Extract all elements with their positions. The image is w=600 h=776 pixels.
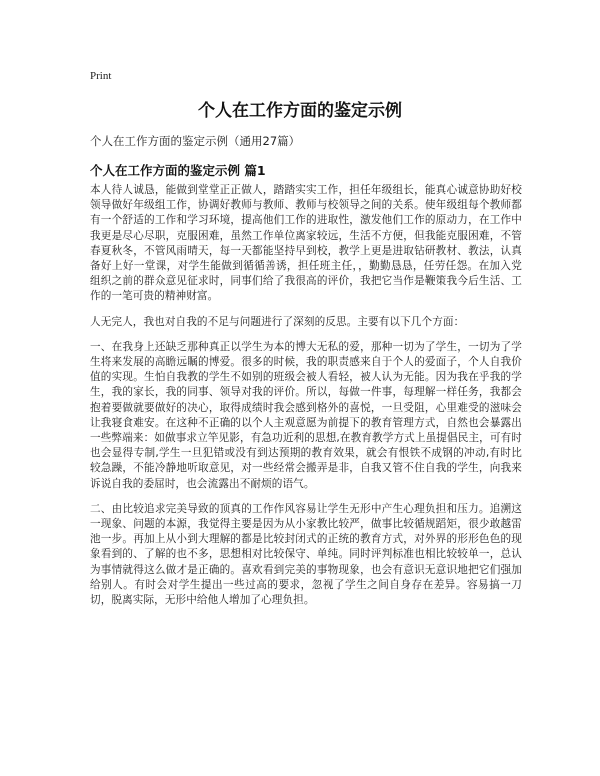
document-body <box>90 183 522 618</box>
page-title: 个人在工作方面的鉴定示例 <box>198 101 402 121</box>
paragraph-2: 人无完人，我也对自我的不足与问题进行了深刻的反思。主要有以下几个方面： <box>90 315 465 328</box>
paragraph-1: 本人待人诚恳，能做到堂堂正正做人，踏踏实实工作，担任年级组长，能真心诚意协助好校领导做好年级组工作，协调好教师与教师、教师与校领导之间的关系。使年级组每个教师都有一个舒适的工作和学习环境，提高他们工作的进取性，激发他们工作的原动力，在工作中我更是尽心尽职，克服困难，虽然工作单位离家较远，生活不方便，但我能克服困难，不管春夏秋冬，不管风雨晴天，每一天都能坚持早到校，教学上更是进取钻研教材、教法，认真备好上好一堂课，对学生能做到循循善诱，担任班主任，，勤勤恳恳，任劳任怨。在加入党组织之前的群众意见征求时，同事们给了我很高的评价，我把它当作是鞭策我今后生活、工作的一笔可贵的精神财富。 <box>90 184 522 303</box>
document-subtitle: 个人在工作方面的鉴定示例（通用27篇） <box>90 134 301 148</box>
print-link[interactable]: Print <box>90 70 112 82</box>
paragraph-3: 一、在我身上还缺乏那种真正以学生为本的博大无私的爱，那种一切为了学生，一切为了学生将来发展的高瞻远瞩的博爱。很多的时候，我的职责感来自于个人的爱面子，个人自我价值的实现。生怕自我教的学生不如别的班级会被人看轻，被人认为无能。因为我在乎我的学生，我的家长，我的同事、领导对我的评价。所以，每做一件事，每理解一样任务，我都会抱着要做就要做好的决心，取得成绩时我会感到格外的喜悦，一旦受阻，心里难受的滋味会让我寝食难安。在这种不正确的以个人主观意愿为前提下的教育管理方式，自然也会暴露出一些弊端来：如做事求立竿见影，有急功近利的思想,在教育教学方式上虽提倡民主，可有时也会显得专制,学生一旦犯错或没有到达预期的教育效果，就会有恨铁不成钢的冲动,有时比较急躁，不能冷静地听取意见，对一些经常会搬弄是非，自我又管不住自我的学生，向我来诉说自我的委屈时，也会流露出不耐烦的语气。 <box>90 340 522 490</box>
paragraph-4: 二、由比较追求完美导致的顶真的工作作风容易让学生无形中产生心理负担和压力。追溯这一现象、问题的本源，我觉得主要是因为从小家教比较严，做事比较循规蹈矩，很少敢越雷池一步。再加上从小到大理解的都是比较封闭式的正统的教育方式，对外界的形形色色的现象看到的、了解的也不多，思想相对比较保守、单纯。同时评判标准也相比较较单一，总认为事情就得这么做才是正确的。喜欢看到完美的事物现象，也会有意识无意识地把它们强加给别人。有时会对学生提出一些过高的要求，忽视了学生之间自身存在差异。容易搞一刀切，脱离实际，无形中给他人增加了心理负担。 <box>90 502 522 607</box>
section-heading: 个人在工作方面的鉴定示例 篇1 <box>90 163 266 178</box>
